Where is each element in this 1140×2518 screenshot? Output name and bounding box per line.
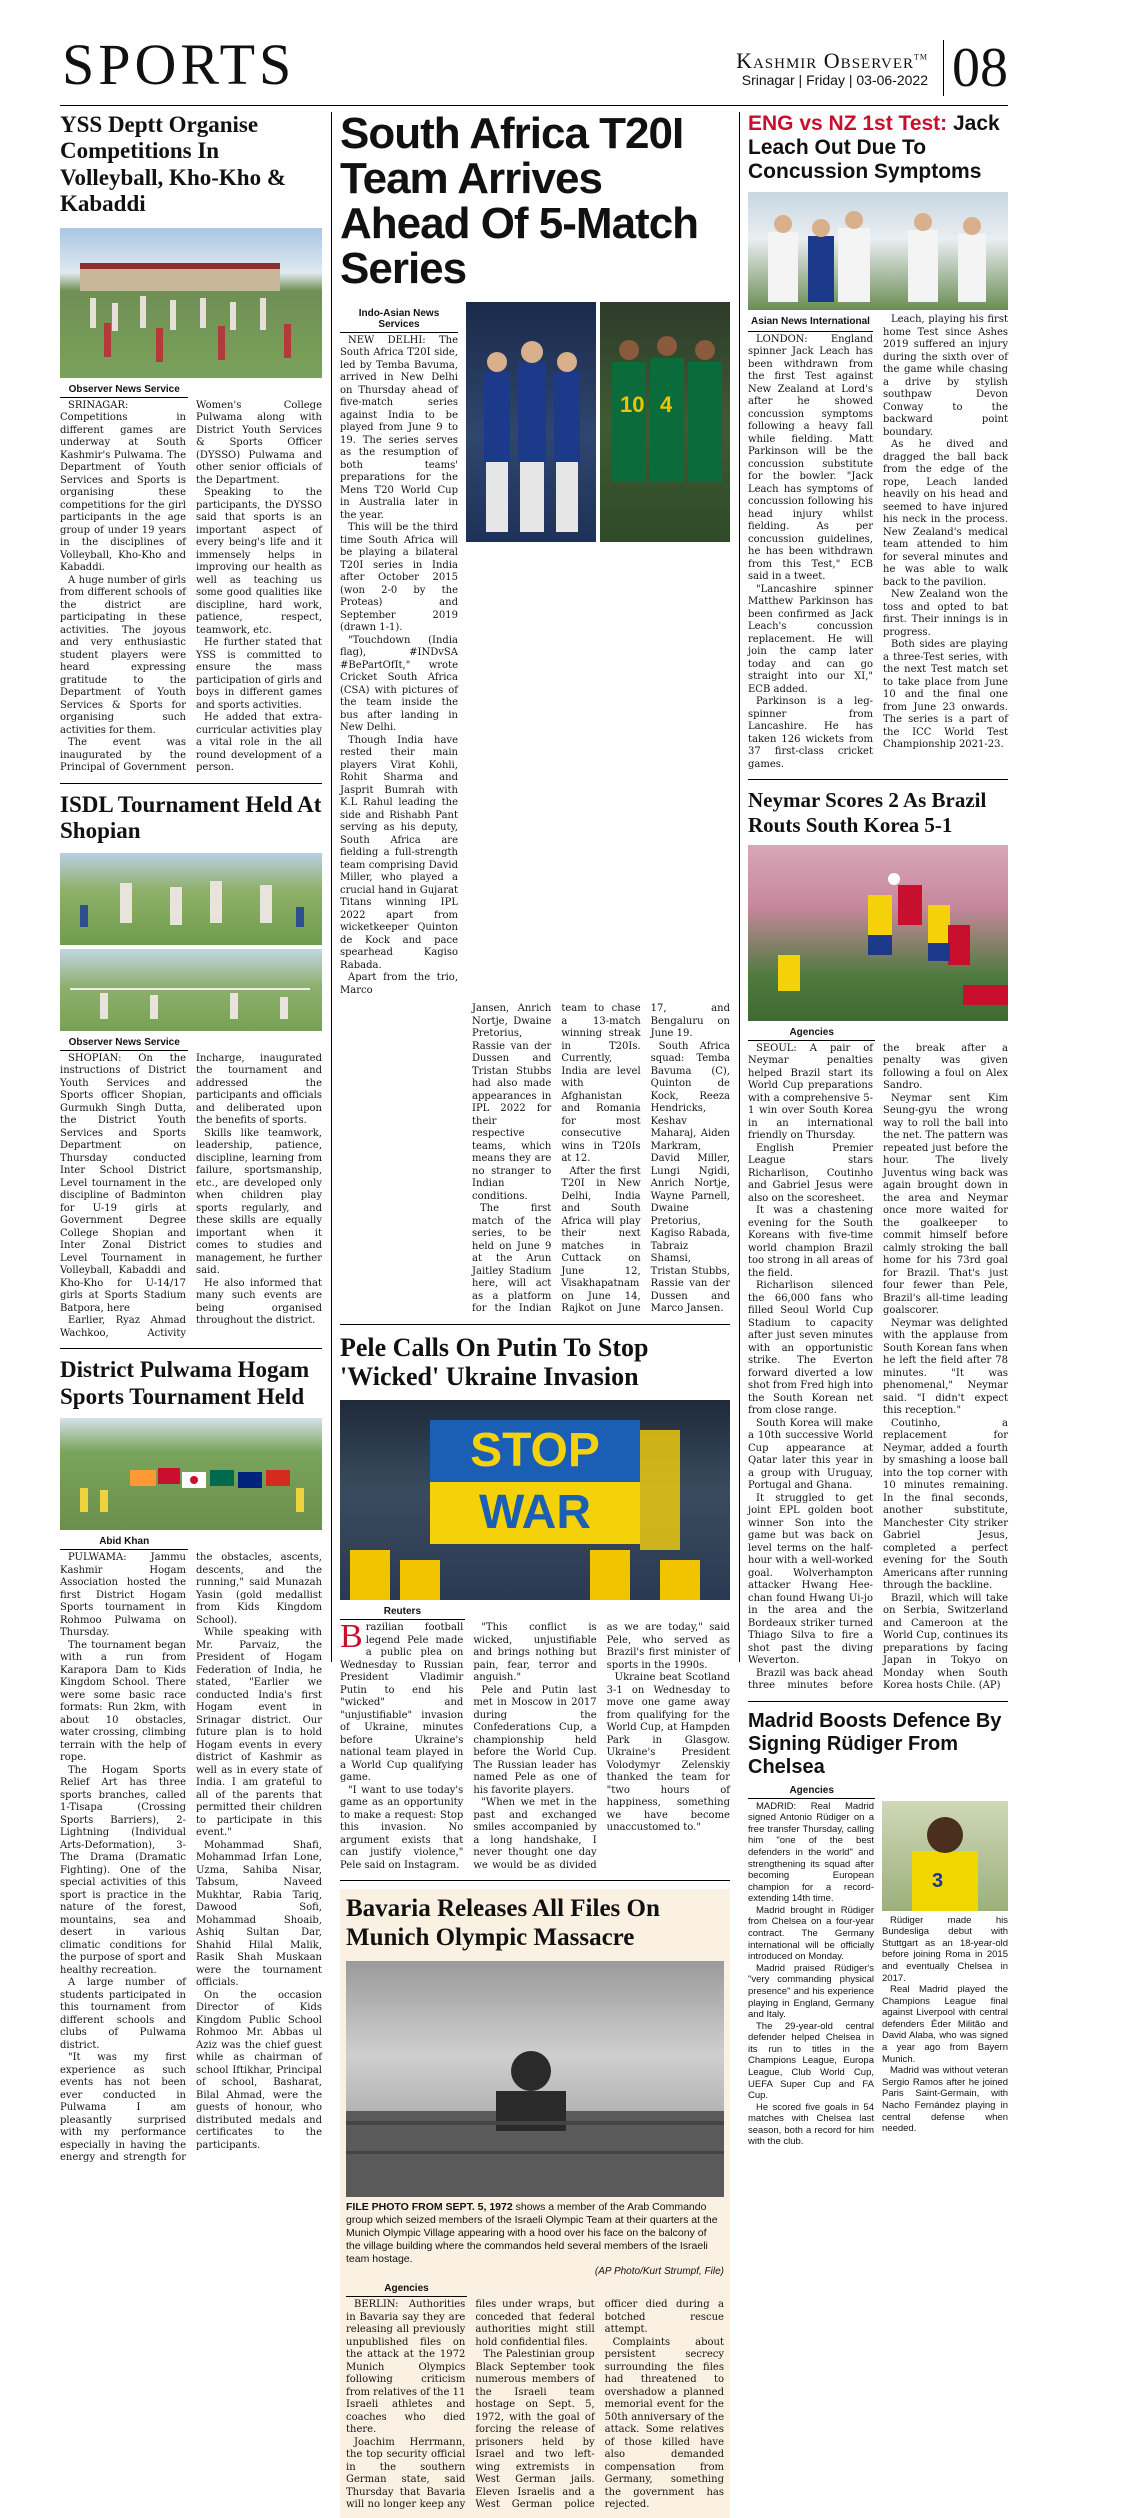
divider — [748, 1701, 1008, 1702]
bavaria-byline: Agencies — [346, 2281, 467, 2297]
isdl-byline: Observer News Service — [60, 1035, 188, 1051]
pele-article — [340, 1333, 730, 1873]
dropcap: B — [340, 1618, 363, 1656]
madrid-byline: Agencies — [748, 1783, 875, 1799]
yss-body: SRINAGAR: Competitions in different games are underway at South Kashmir's Pulwama. The Department of Youth Services and Sports is organising these competitions for the girl participants in the age group of under 19 years in the disciplines of Volleyball, Kho-Kho and Kabaddi. A huge number of girls from different schools of the district are participating in these activities. The joyous and very enthusiastic student players were heard expressing gratitude to the Department of Youth Services & Sports for organising such activities for them. The event was inaugurated by the Principal of Government Women's College Pulwama along with District Youth Services & Sports Officer (DYSSO) Pulwama and other senior officials of the Department. Speaking to the participants, the DYSSO said that sports is an important aspect of every being's life and it immensely helps in improving our health as well as teaching us some good qualities like discipline, hard work, patience, respect, teamwork, etc. He further stated that YSS is committed to ensure the mass participation of girls and boys in different games and sports activities. He added that extra-curricular activities play a vital role in the all round development of a person. — [60, 399, 322, 774]
isdl-article — [60, 792, 322, 1340]
divider — [60, 783, 322, 784]
pulwama-photo — [60, 1418, 322, 1530]
masthead-rule — [60, 105, 1008, 106]
svg-text:10: 10 — [620, 391, 645, 417]
pele-headline: Pele Calls On Putin To Stop 'Wicked' Ukraine Invasion — [340, 1332, 649, 1392]
bavaria-article — [340, 1889, 730, 2518]
pulwama-article — [60, 1357, 322, 2164]
bavaria-body: BERLIN: Authorities in Bavaria say they are releasing all previously unpublished files on the attack at the 1972 Munich Olympics following criticism from relatives of the 11 Israeli athletes and coaches who died there. Joachim Herrmann, the top security official in the southern German state, said Thursday that Bavaria will no longer keep any files under wraps, but conceded that federal authorities might still hold confidential files. The Palestinian group Black September took numerous members of the Israeli team hostage on Sept. 5, 1972, with the goal of forcing the release of prisoners held by Israel and two left-wing extremists in West German jails. Eleven Israelis and a West German police officer died during a botched rescue attempt. Complaints about persistent secrecy surrounding the files had threatened to overshadow a planned memorial event for the 50th anniversary of the attack. Some relatives of those killed have also demanded compensation from Germany, something the government has rejected. — [346, 2299, 724, 2511]
sa-byline: Indo-Asian News Services — [340, 306, 458, 333]
sa-body-left: NEW DELHI: The South Africa T20I side, led by Temba Bavuma, arrived in New Delhi on Thursday ahead of five-match series against India to be played from June 9 to 19. The series serves as the resumption of both teams' preparations for the Mens T20 World Cup in Australia later in the year. This will be the third time South Africa will be playing a bilateral T20I series in India after October 2015 (won 2-0 by the Proteas) and September 2019 (drawn 1-1). "Touchdown (India flag), #INDvSA #BePartOfIt," wrote Cricket South Africa (CSA) with pictures of the team inside the bus after landing in New Delhi. Though India have rested their main players Virat Kohli, Rohit Sharma and Jasprit Bumrah with K.L Rahul leading the side and Rishabh Pant serving as his deputy, South Africa are fielding a full-strength team comprising David Miller, who played a crucial hand in Gujarat Titans winning IPL 2022 apart from wicketkeeper Quinton de Kock and pace spearhead Kagiso Rabada. Apart from the trio, Marco — [340, 334, 458, 996]
pulwama-byline: Abid Khan — [60, 1534, 188, 1550]
neymar-headline: Neymar Scores 2 As Brazil Routs South Korea 5-1 — [748, 788, 987, 837]
stop-war-photo — [340, 1400, 730, 1600]
left-column — [60, 112, 322, 2165]
rudiger-photo — [882, 1801, 1008, 1911]
svg-text:3: 3 — [932, 1869, 944, 1892]
madrid-headline: Madrid Boosts Defence By Signing Rüdiger From Chelsea — [748, 1709, 1002, 1778]
newspaper-name: Kashmir Observer™ — [736, 48, 928, 73]
neymar-body: SEOUL: A pair of Neymar penalties helped Brazil start its World Cup preparations with a comprehensive 5-1 win over South Korea in an international friendly on Thursday. English Premier League stars Richarlison, Coutinho and Gabriel Jesus were also on the scoresheet. It was a chastening evening for the South Koreans with five-time world champion Brazil too strong in all areas of the field. Richarlison silenced the 66,000 fans who filled Seoul World Cup Stadium to capacity after just seven minutes with an opportunistic strike. The Everton forward diverted a low shot from Fred high into the South Korean net from close range. South Korea will make a 10th successive World Cup appearance at Qatar later this year in a group with Uruguay, Portugal and Ghana. It struggled to get joint EPL golden boot winner Son into the game but was back on level terms on the half-hour with a well-worked goal. Wolverhampton attacker Hwang Hee-chan found Hwang Ui-jo in the area and the Bordeaux striker turned Thiago Silva to fire a shot past the diving Weverton. Brazil was back ahead three minutes before the break after a penalty was given following a foul on Alex Sandro. Neymar sent Kim Seung-gyu the wrong way to roll the ball into the net. The pattern was repeated just before the hour. The lively Juventus wing back was again brought down in the area and Neymar once more waited for the goalkeeper to commit himself before calmly stroking the ball home for his 73rd goal for Brazil. That's just four fewer than Pele, Brazil's all-time leading goalscorer. Neymar was delighted with the applause from South Korean fans when he left the field after 78 minutes. "It was phenomenal," Neymar said. "I didn't expect this reception." Coutinho, a replacement for Neymar, added a fourth by smashing a loose ball into the top corner with 10 minutes remaining. In the final seconds, another substitute, Manchester City striker Gabriel Jesus, completed a perfect evening for the South Americans after running through the backline. Brazil, which will take on Serbia, Switzerland and Cameroon at the World Cup, continues its preparations by facing Japan in Tokyo on Monday when South Korea hosts Chile. (AP) — [748, 1042, 1008, 1692]
divider — [60, 1348, 322, 1349]
page-number: 08 — [943, 40, 1008, 96]
yss-article — [60, 112, 322, 775]
pulwama-body: PULWAMA: Jammu Kashmir Hogam Association hosted the first District Hogam Sports tournament in Rohmoo Pulwama on Thursday. The tournament began with a run from Karapora Dam to Kids Kingdom School. There were some basic race formats: Run 2km, with about 10 obstacles, water crossing, climbing terrain with the help of rope. The Hogam Sports Relief Art has three sports branches, called 1-Tisapa (Crossing Sports Barriers), 2- Lightning (Individual Arts-Deformation), 3- The Drama (Dramatic Fighting). One of the special activities of this sport is practice in the nature of the forest, mountains, sea and desert in various climatic conditions for the purpose of sport and healthy recreation. A large number of students participated in this tournament from different schools and clubs of Pulwama district. "It was my first experience as such events has not been ever conducted in Pulwama I am pleasantly surprised with my performance especially in having the energy and strength for the obstacles, ascents, descents, and the running," said Munazah Yasin (gold medallist from Kids Kingdom School). While speaking with Mr. Parvaiz, the President of Hogam Federation of India, he stated, "Earlier we conducted India's first Hogam event in Srinagar district. Our future plan is to hold Hogam events in every district of Kashmir as well as in every state of India. I am grateful to all of the parents that permitted their children to participate in this event." Mohammad Shafi, Mohammad Irfan Lone, Uzma, Sahiba Nisar, Tabsum, Naveed Mukhtar, Rabia Tariq, Dawood Sofi, Mohammad Shoaib, Ashiq Sultan Dar, Shahid Hilal Malik, Rasik Shah Muskaan were the tournament officials. On the occasion Director of Kids Kingdom Public School Rohmoo Mr. Abbas ul Aziz was the chief guest while as chairman of school Iftikhar, Principal of school, Basharat, Bilal Ahmad, were the guests of honour, who distributed medals and certificates to the participants. — [60, 1552, 322, 2163]
neymar-byline: Agencies — [748, 1025, 875, 1041]
eng-byline: Asian News International — [748, 314, 873, 332]
column-divider — [331, 112, 332, 1662]
kabaddi-players-image — [60, 853, 322, 945]
england-cricketers-image — [748, 192, 1008, 310]
isdl-photo-1 — [60, 853, 322, 945]
pulwama-headline: District Pulwama Hogam Sports Tournament Held — [60, 1357, 310, 1409]
rudiger-player-image — [882, 1801, 1008, 1911]
madrid-body-right: Rüdiger made his Bundesliga debut with Stuttgart as an 18-year-old before joining Roma in 2015 and eventually Chelsea in 2017. Real Madrid played the Champions League final against Liverpool with central defenders Éder Militão and David Alaba, who was signed a year ago from Bayern Munich. Madrid was without veteran Sergio Ramos after he joined Paris Saint-Germain, with Nacho Fernández playing in central defense when needed. — [882, 1914, 1008, 2135]
madrid-right — [882, 1801, 1008, 2148]
madrid-body-left: MADRID: Real Madrid signed Antonio Rüdiger on a free transfer Thursday, calling him "one of the best defenders in the world" and strengthening its squad after becoming European champion for a record-extending 14th time. Madrid brought in Rüdiger from Chelsea on a four-year contract. The Germany international will be officially introduced on Monday. Madrid praised Rüdiger's "very commanding physical presence" and his experience playing in England, Germany and Italy. The 29-year-old central defender helped Chelsea in its run to titles in the Champions League, Europa League, Club World Cup, UEFA Super Cup and FA Cup. He scored five goals in 54 matches with Chelsea last season, both a record for him with the club. — [748, 1800, 874, 2148]
yss-photo — [60, 228, 322, 378]
india-cricketers-image — [466, 302, 596, 542]
munich-photo — [346, 1961, 724, 2197]
center-column — [340, 109, 730, 2518]
sa-top-row — [340, 302, 730, 998]
neymar-photo — [748, 845, 1008, 1021]
neymar-article — [748, 788, 1008, 1692]
volleyball-ground-image — [60, 228, 322, 378]
sa-left-text — [340, 302, 458, 998]
yss-headline: YSS Deptt Organise Competitions In Volleyball, Kho-Kho & Kabaddi — [60, 112, 286, 217]
sa-team-photo — [600, 302, 730, 542]
eng-photo — [748, 192, 1008, 310]
section-title: SPORTS — [62, 32, 296, 97]
sa-body-bottom: Jansen, Anrich Nortje, Dwaine Pretorius, Rassie van der Dussen and Tristan Stubbs had also made appearances in IPL 2022 for their respective teams, which means they are no stranger to Indian conditions. The first match of the series, to be held on June 9 at the Arun Jaitley Stadium here, will act as a platform for the Indian team to chase a 13-match winning streak in T20Is. Currently, India are level with Afghanistan and Romania for most consecutive wins in T20Is at 12. After the first T20I in New Delhi, India and South Africa will play their next matches in Cuttack on June 12, Visakhapatnam on June 14, Rajkot on June 17, and Bengaluru on June 19. South Africa squad: Temba Bavuma (C), Quinton de Kock, Reeza Hendricks, Keshav Maharaj, Aiden Markram, David Miller, Lungi Ngidi, Anrich Nortje, Wayne Parnell, Dwaine Pretorius, Kagiso Rabada, Tabraiz Shamsi, Tristan Stubbs, Rassie van der Dussen and Marco Jansen. — [472, 1003, 730, 1314]
eng-article — [748, 112, 1008, 771]
banner-text-stop: STOP — [470, 1424, 600, 1478]
isdl-headline: ISDL Tournament Held At Shopian — [60, 791, 322, 844]
madrid-row — [748, 1801, 1008, 2148]
volleyball-match-image — [60, 949, 322, 1031]
dateline: Srinagar | Friday | 03-06-2022 — [741, 72, 928, 88]
pele-body: Brazilian football legend Pele made a public plea on Wednesday to Russian President Vladimir Putin to end his "wicked" and "unjustifiable" invasion of Ukraine, minutes before Ukraine's national team played in a World Cup qualifying game. "I want to use today's game as an opportunity to make a request: Stop this invasion. No argument exists that can justify violence," Pele said on Instagram. "This conflict is wicked, unjustifiable and brings nothing but pain, fear, terror and anguish." Pele and Putin last met in Moscow in 2017 during the Confederations Cup, a championship held before the World Cup. The Russian leader has named Pele as one of his favorite players. "When we met in the past and exchanged smiles accompanied by a long handshake, I never thought one day we would be as divided as we are today," said Pele, who served as Brazil's first minister of sports in the 1990s. Ukraine beat Scotland 3-1 on Wednesday to move one game away from qualifying for the World Cup, at Hampden Park in Glasgow. Ukraine's President Volodymyr Zelenskiy thanked the team for "two hours of happiness, something we have become unaccustomed to." — [340, 1618, 730, 1871]
svg-text:4: 4 — [660, 391, 673, 417]
photo-credit: (AP Photo/Kurt Strumpf, File) — [594, 2266, 724, 2278]
right-column — [748, 112, 1008, 2148]
madrid-article — [748, 1710, 1008, 2148]
divider — [340, 1324, 730, 1325]
bavaria-caption: FILE PHOTO FROM SEPT. 5, 1972 shows a member of the Arab Commando group which seized members of the Israeli Olympic Team at their quarters at the Munich Olympic Village appearing with a hood over his face on the balcony of the village building where the commandos held several members of the Israeli team hostage. — [346, 2200, 718, 2266]
isdl-photo-2 — [60, 949, 322, 1031]
bavaria-headline: Bavaria Releases All Files On Munich Olympic Massacre — [346, 1895, 660, 1952]
eng-headline: ENG vs NZ 1st Test: Jack Leach Out Due To Concussion Symptoms — [748, 112, 1000, 184]
sa-photos — [466, 302, 730, 542]
divider — [340, 1880, 730, 1881]
pele-byline: Reuters — [340, 1604, 465, 1620]
column-divider — [739, 112, 740, 1662]
india-team-photo — [466, 302, 596, 542]
sa-cricketers-image — [600, 302, 730, 542]
sa-headline: South Africa T20I Team Arrives Ahead Of 5-Match Series — [340, 109, 699, 293]
sa-article — [340, 109, 730, 1316]
hooded-commando-image — [346, 1961, 724, 2197]
yss-byline: Observer News Service — [60, 382, 188, 398]
group-with-flags-image — [60, 1418, 322, 1530]
banner-text-war: WAR — [479, 1486, 591, 1540]
isdl-body: SHOPIAN: On the instructions of District Youth Services and Sports officer Shopian, Gurmukh Singh Dutta, the District Youth Services and Sports Department on Thursday conducted Inter School District Level tournament in the discipline of Badminton for U-19 girls at Government Degree College Shopian and Inter Zonal District Level Tournament in Volleyball, Kabaddi and Kho-Kho for U-14/17 girls at Sports Stadium Batpora, here Earlier, Ryaz Ahmad Wachkoo, Activity Incharge, inaugurated the tournament and addressed the participants and officials and deliberated upon the benefits of sports. Skills like teamwork, leadership, patience, discipline, learning from failure, sportsmanship, etc., are developed only when children play sports regularly, and these skills are equally important when it comes to studies and management, he further said. He also informed that many such events are being organised throughout the district. — [60, 1052, 322, 1339]
divider — [748, 779, 1008, 780]
football-match-image — [748, 845, 1008, 1021]
eng-body: Asian News International LONDON: England spinner Jack Leach has been withdrawn from the first Test against New Zealand at Lord's after he showed concussion symptoms following a heavy fall while fielding. Matt Parkinson will be the concussion substitute for the bowler. "Jack Leach has symptoms of concussion following his head injury whilst fielding. As per concussion guidelines, he has been withdrawn from this Test," ECB said in a tweet. "Lancashire spinner Matthew Parkinson has been confirmed as Jack Leach's concussion replacement. He will join the camp later today and can go straight into our XI," ECB added. Parkinson is a leg-spinner from Lancashire. He has taken 126 wickets from 37 first-class cricket games. Leach, playing his first home Test since Ashes 2019 suffered an injury during the sixth over of the game while chasing a drive by stylish southpaw Devon Conway to the backward point boundary. As he dived and dragged the ball back from the edge of the rope, Leach landed heavily on his head and seemed to have injured his neck in the process. New Zealand's medical team attended to him for several minutes and he was able to walk back to the pavilion. New Zealand won the toss and opted to bat first. Their innings is in progress. Both sides are playing a three-Test series, with the next Test match set to take place from June 10 and the final one from June 23 onwards. The series is a part of the ICC World Test Championship 2021-23. — [748, 314, 1008, 770]
